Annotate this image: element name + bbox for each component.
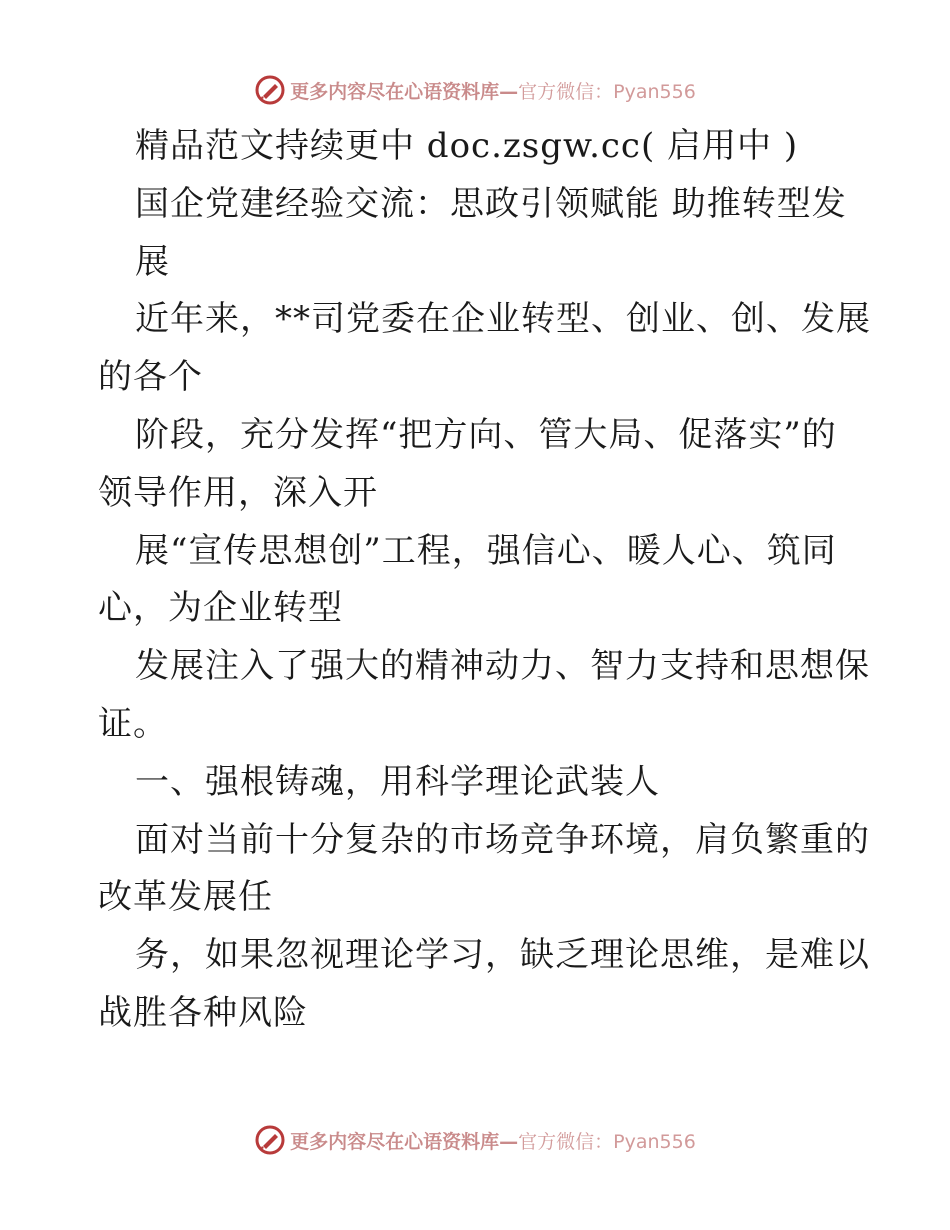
- text-line: 精品范文持续更中 doc.zsgw.cc( 启用中 ): [135, 126, 799, 166]
- text-line: 战胜各种风险: [98, 992, 308, 1033]
- text-line: 国企党建经验交流：思政引领赋能 助推转型发: [135, 183, 847, 224]
- text-line: 展: [135, 241, 170, 282]
- document-body: [98, 118, 871, 1043]
- text-line: 展“宣传思想创”工程，强信心、暖人心、筑同: [135, 530, 837, 571]
- text-line: 发展注入了强大的精神动力、智力支持和思想保: [135, 646, 870, 687]
- logo-icon: [254, 74, 286, 106]
- text-line: 领导作用，深入开: [98, 472, 378, 513]
- text-line: 改革发展任: [98, 877, 273, 918]
- banner-contact: 官方微信：Pyan556: [518, 1130, 696, 1153]
- logo-icon: [254, 1124, 286, 1156]
- banner-text: 更多内容尽在心语资料库—官方微信：Pyan556: [290, 80, 696, 103]
- text-line: 证。: [98, 703, 168, 744]
- header-banner: [0, 70, 950, 110]
- text-line: 面对当前十分复杂的市场竞争环境，肩负繁重的: [135, 819, 870, 860]
- text-line: 一、强根铸魂，用科学理论武装人: [135, 761, 660, 802]
- text-line: 阶段，充分发挥“把方向、管大局、促落实”的: [135, 414, 837, 455]
- banner-contact: 官方微信：Pyan556: [518, 80, 696, 103]
- text-line: 近年来，**司党委在企业转型、创业、创、发展: [135, 299, 871, 340]
- footer-banner: [0, 1120, 950, 1160]
- banner-text: 更多内容尽在心语资料库—官方微信：Pyan556: [290, 1130, 696, 1153]
- text-line: 心，为企业转型: [98, 588, 343, 629]
- text-line: 的各个: [98, 357, 203, 398]
- text-line: 务，如果忽视理论学习，缺乏理论思维，是难以: [135, 935, 870, 976]
